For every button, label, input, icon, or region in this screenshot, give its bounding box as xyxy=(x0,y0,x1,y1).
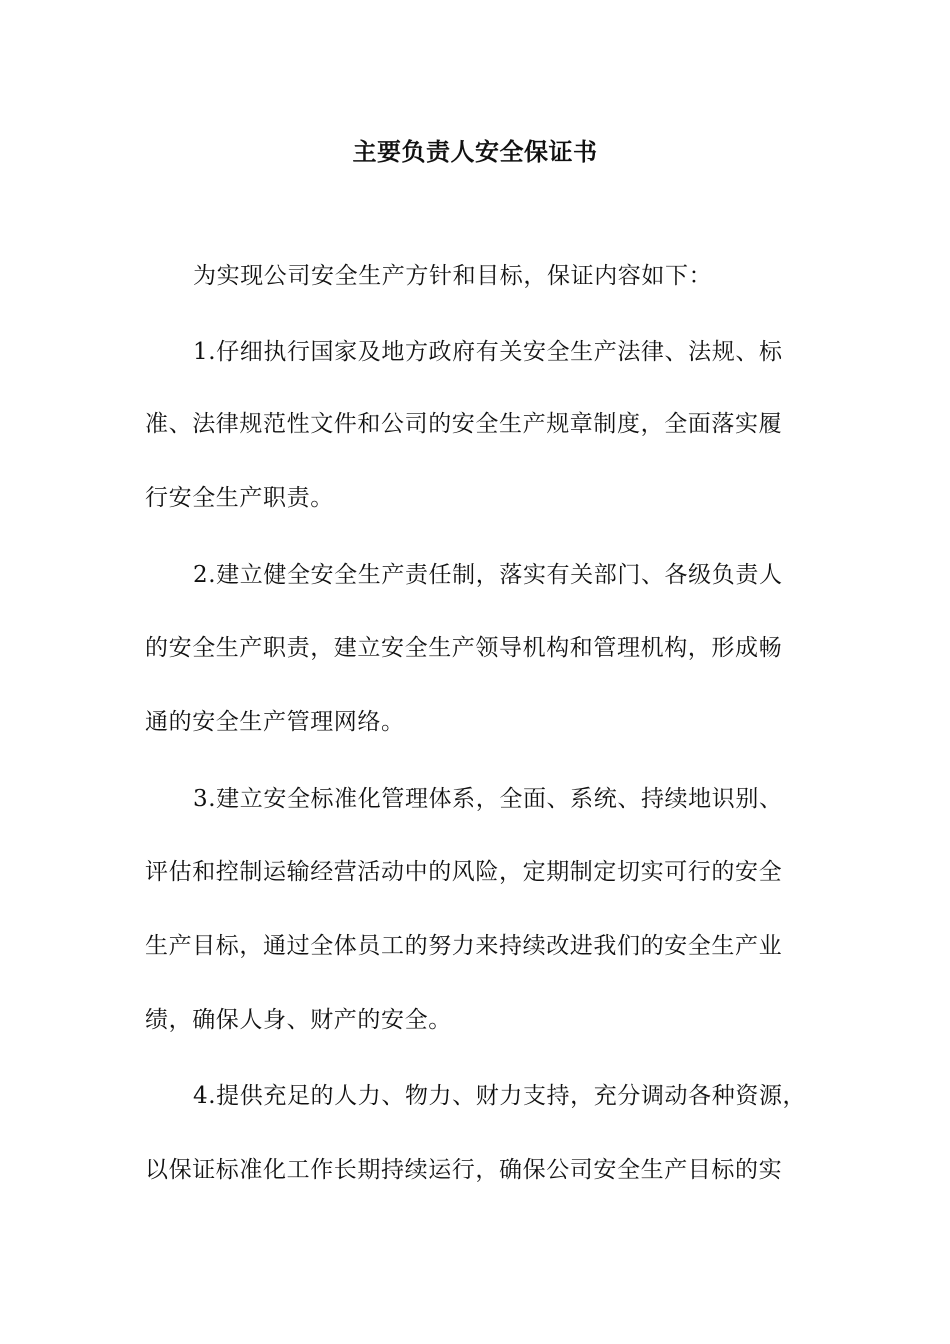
item-4-line-2: 以保证标准化工作长期持续运行，确保公司安全生产目标的实 xyxy=(145,1157,783,1183)
item-1-line-2: 准、法律规范性文件和公司的安全生产规章制度，全面落实履 xyxy=(145,411,783,437)
item-3-line-2: 评估和控制运输经营活动中的风险，定期制定切实可行的安全 xyxy=(145,859,783,885)
intro-line: 为实现公司安全生产方针和目标，保证内容如下： xyxy=(193,263,713,289)
item-3-line-3: 生产目标，通过全体员工的努力来持续改进我们的安全生产业 xyxy=(145,933,783,959)
item-2-line-3: 通的安全生产管理网络。 xyxy=(145,709,405,735)
item-1-line-1: 1.仔细执行国家及地方政府有关安全生产法律、法规、标 xyxy=(193,339,783,365)
item-3-line-4: 绩，确保人身、财产的安全。 xyxy=(145,1007,452,1033)
item-2-line-2: 的安全生产职责，建立安全生产领导机构和管理机构，形成畅 xyxy=(145,635,783,661)
document-title: 主要负责人安全保证书 xyxy=(352,137,598,166)
item-1-line-3: 行安全生产职责。 xyxy=(145,485,334,511)
item-2-line-1: 2.建立健全安全生产责任制，落实有关部门、各级负责人 xyxy=(193,562,783,588)
item-3-line-1: 3.建立安全标准化管理体系，全面、系统、持续地识别、 xyxy=(193,786,783,812)
item-4-line-1: 4.提供充足的人力、物力、财力支持，充分调动各种资源， xyxy=(193,1083,807,1109)
